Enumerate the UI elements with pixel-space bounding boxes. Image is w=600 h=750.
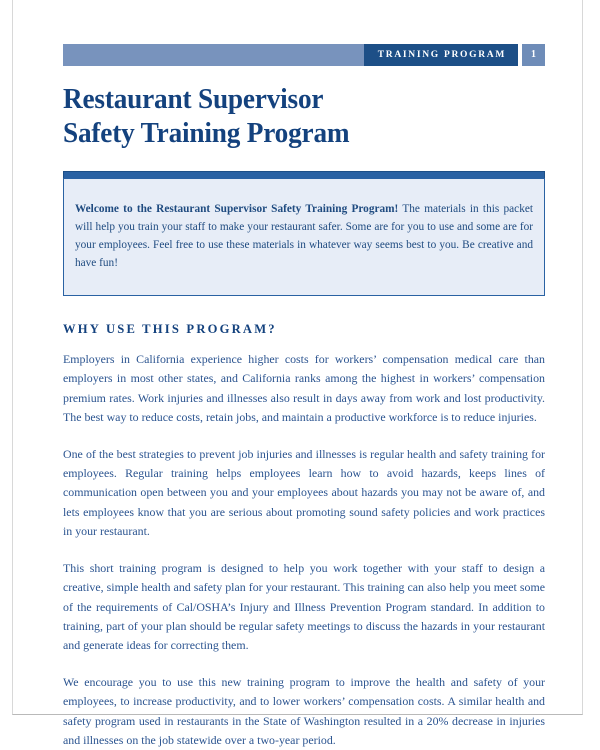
paragraph: One of the best strategies to prevent job injuries and illnesses is regular health and safety training for employees. Regular training helps employees learn how to avoid hazards, keeps lines of communication open between you and your employees about hazards you may not be aware of, and lets employees know that you are serious about promoting sound safety policies and work practices in your restaurant. xyxy=(63,446,545,539)
page-number-badge: 1 xyxy=(522,44,545,66)
running-header-label: TRAINING PROGRAM xyxy=(364,44,518,66)
welcome-callout-rule xyxy=(63,171,545,178)
body-copy xyxy=(63,350,545,750)
welcome-callout-lead: Welcome to the Restaurant Supervisor Safety Training Program! xyxy=(75,202,399,215)
document-page xyxy=(12,0,583,747)
section-heading-why-use-this-program: WHY USE THIS PROGRAM? xyxy=(63,322,277,337)
page-title-line-1: Restaurant Supervisor xyxy=(63,83,324,115)
running-header xyxy=(63,44,545,66)
page-title xyxy=(63,83,516,150)
welcome-callout-body: The materials in this packet will help you train your staff to make your restaurant safer. Some are for you to use and some are for your employees. Feel free to use these materials in whatever way seems best to you. Be creative and have fun! xyxy=(75,202,533,270)
welcome-callout-box xyxy=(63,178,545,296)
page-content xyxy=(63,44,545,750)
running-header-bar xyxy=(63,44,364,66)
welcome-callout-text xyxy=(75,200,533,273)
page-title-line-2: Safety Training Program xyxy=(63,116,350,149)
paragraph: This short training program is designed to help you work together with your staff to design a creative, simple health and safety plan for your restaurant. This training can also help you meet some of the requirements of Cal/OSHA’s Injury and Illness Prevention Program standard. In addition to training, part of your plan should be regular safety meetings to discuss the hazards in your restaurant and generate ideas for correcting them. xyxy=(63,560,545,653)
welcome-callout xyxy=(63,171,545,296)
paragraph: We encourage you to use this new training program to improve the health and safety of your employees, to increase productivity, and to lower workers’ compensation costs. A similar health and safety program used in restaurants in the State of Washington resulted in a 20% decrease in injuries and illnesses on the job statewide over a two-year period. xyxy=(63,674,545,747)
paragraph: Employers in California experience higher costs for workers’ compensation medical care than employers in most other states, and California ranks among the highest in workers’ compensation premium rates. Work injuries and illnesses also result in days away from work and lost productivity. The best way to reduce costs, retain jobs, and maintain a productive workforce is to reduce injuries. xyxy=(63,352,545,425)
